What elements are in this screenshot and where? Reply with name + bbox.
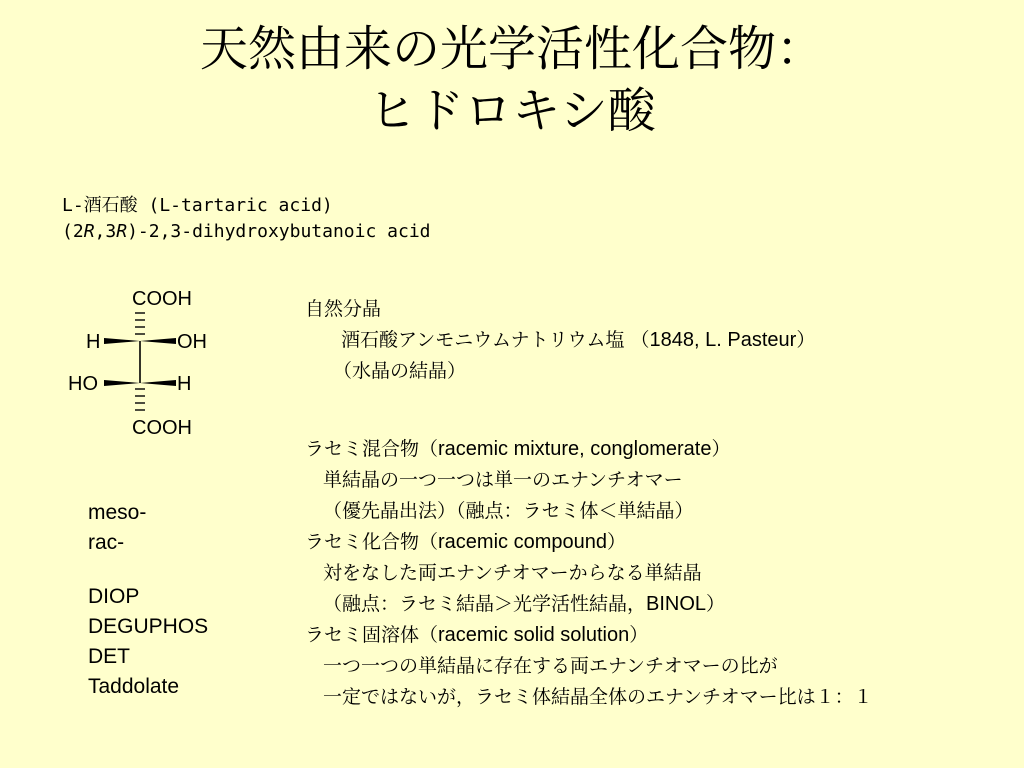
wedge-bond-row2-left [104, 380, 140, 386]
racemic-compound-line-1: 対をなした両エナンチオマーからなる単結晶 [323, 562, 702, 584]
hashed-bond-bottom [135, 389, 145, 410]
list-item: DIOP [88, 585, 140, 608]
compound-iupac-name [62, 219, 482, 245]
wedge-bond-row1-right [140, 338, 176, 344]
stereo-prefix-list [88, 498, 146, 558]
top-carboxyl-label: COOH [132, 288, 192, 310]
iupac-part: (2 [62, 221, 84, 242]
list-item: DET [88, 645, 130, 668]
natural-heading: 自然分晶 [305, 298, 382, 320]
compound-name [62, 193, 482, 245]
ligand-list [88, 582, 208, 702]
text-jp: ラセミ固溶体（ [305, 624, 439, 646]
racemic-solid-line-2: 一定ではないが，ラセミ体結晶全体のエナンチオマー比は１：１ [323, 686, 873, 708]
row1-left-label: H [86, 331, 101, 353]
title-line-2: ヒドロキシ酸 [368, 83, 656, 139]
text-jp: ラセミ化合物（ [305, 531, 439, 553]
stereo-descriptor: R [116, 221, 128, 242]
wedge-bond-row2-right [140, 380, 176, 386]
text-en: racemic solid solution [438, 624, 630, 646]
list-item: DEGUPHOS [88, 615, 209, 638]
text-jp: 酒石酸アンモニウムナトリウム塩 （ [341, 329, 650, 351]
text-jp: ） [606, 531, 626, 553]
racemic-mixture-line-1: 単結晶の一つ一つは単一のエナンチオマー [323, 469, 683, 491]
text-en: racemic mixture, conglomerate [438, 438, 712, 460]
hashed-bond-top [135, 313, 145, 334]
text-jp: ） [796, 329, 816, 351]
compound-common-name: L-酒石酸 (L-tartaric acid) [62, 195, 333, 216]
bond-lines [90, 305, 190, 420]
text-jp: ） [706, 593, 726, 615]
racemic-mixture-line-2: （優先晶出法）（融点：ラセミ体＜単結晶） [323, 500, 694, 522]
list-item: meso- [88, 501, 147, 524]
text-jp: （融点：ラセミ結晶＞光学活性結晶， [323, 593, 647, 615]
racemate-types-section [305, 434, 873, 713]
racemic-solid-heading [305, 620, 873, 651]
text-en: racemic compound [438, 531, 607, 553]
racemic-compound-heading [305, 527, 873, 558]
stereo-descriptor: R [83, 221, 95, 242]
text-jp: ） [711, 438, 731, 460]
wedge-bond-row1-left [104, 338, 140, 344]
natural-line-1 [305, 325, 815, 356]
racemic-solid-line-1: 一つ一つの単結晶に存在する両エナンチオマーの比が [323, 655, 778, 677]
row2-left-label: HO [68, 373, 98, 395]
list-item: rac- [88, 531, 125, 554]
text-jp: ） [629, 624, 649, 646]
iupac-part: )-2,3-dihydroxybutanoic acid [127, 221, 431, 242]
row2-right-label: H [177, 373, 192, 395]
natural-resolution-section [305, 294, 815, 387]
racemic-mixture-heading [305, 434, 873, 465]
natural-line-2: （水晶の結晶） [333, 360, 467, 382]
title-line-1: 天然由来の光学活性化合物： [199, 21, 824, 77]
text-en: BINOL [646, 593, 707, 615]
racemic-compound-line-2 [305, 589, 873, 620]
iupac-part: ,3 [94, 221, 117, 242]
bottom-carboxyl-label: COOH [132, 417, 192, 439]
text-en: 1848, L. Pasteur [649, 329, 797, 351]
slide-title [0, 18, 1024, 142]
text-jp: ラセミ混合物（ [305, 438, 439, 460]
list-item: Taddolate [88, 675, 180, 698]
row1-right-label: OH [177, 331, 207, 353]
